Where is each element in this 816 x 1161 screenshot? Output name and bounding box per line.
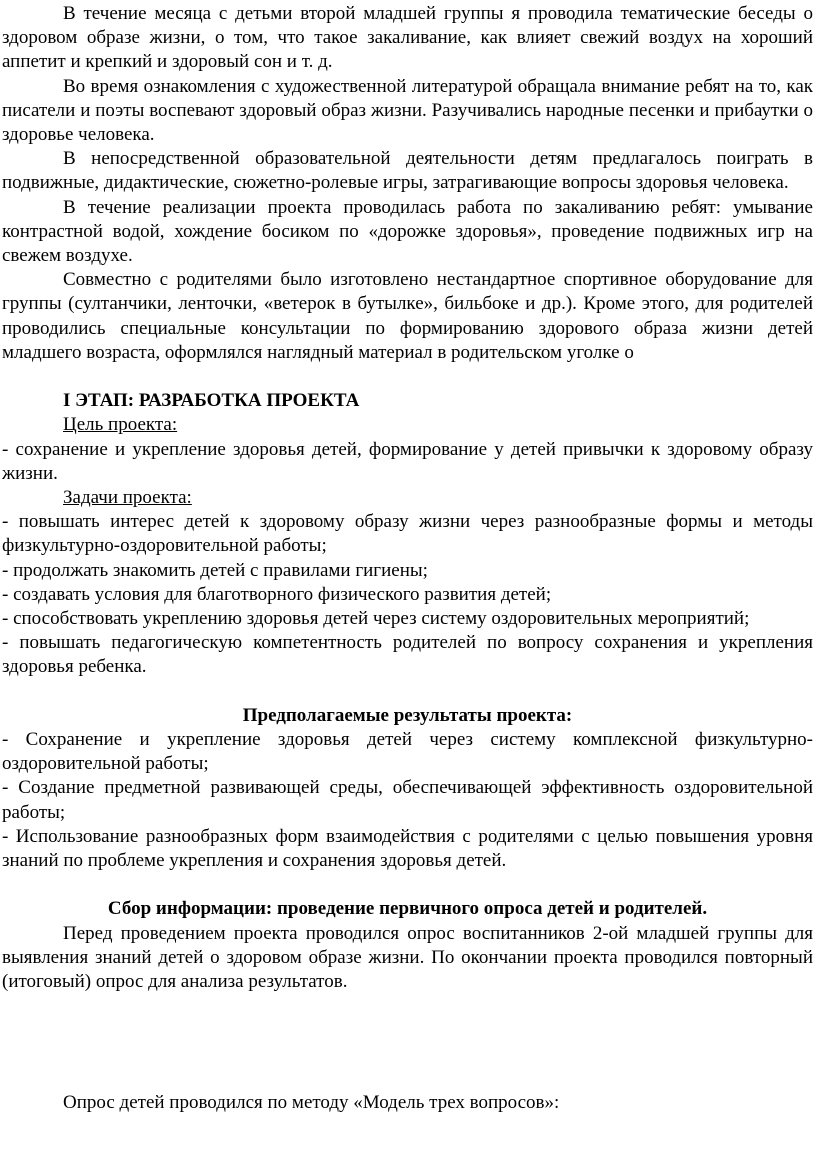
survey-title: Сбор информации: проведение первичного опроса детей и родителей. [107,898,708,920]
task-item-2: - продолжать знакомить детей с правилами гигиены; [2,559,428,581]
result-item-1: - Сохранение и укрепление здоровья детей через систему комплексной физкультурно-оздоровительной работы; [2,729,813,775]
result-item-2: - Создание предметной развивающей среды, обеспечивающей эффективность оздоровительной работы; [2,777,813,823]
task-item-4: - способствовать укреплению здоровья детей через систему оздоровительных мероприятий; [2,608,750,630]
intro-paragraph-4: В течение реализации проекта проводилась работа по закаливанию ребят: умывание контрастной водой, хождение босиком по «дорожке здоровья», проведение подвижных игр на свежем воздухе. [2,196,813,267]
spacer [2,994,813,1091]
task-item-1: - повышать интерес детей к здоровому образу жизни через разнообразные формы и методы физкультурно-оздоровительной работы; [2,511,813,557]
spacer [2,873,813,897]
task-item-3: - создавать условия для благотворного физического развития детей; [2,583,552,605]
result-item-3: - Использование разнообразных форм взаимодействия с родителями с целью повышения уровня знаний по проблеме укрепления и сохранения здоровья детей. [2,825,813,872]
intro-paragraph-3: В непосредственной образовательной деятельности детям предлагалось поиграть в подвижные, дидактические, сюжетно-ролевые игры, затрагивающие вопросы здоровья человека. [2,148,813,194]
intro-paragraph-2: Во время ознакомления с художественной литературой обращала внимание ребят на то, как писатели и поэты воспевают здоровый образ жизни. Разучивались народные песенки и прибаутки о здоровье человека. [2,75,813,146]
survey-method-line: Опрос детей проводился по методу «Модель трех вопросов»: [63,1092,560,1114]
intro-paragraph-1: В течение месяца с детьми второй младшей группы я проводила тематические беседы о здоровом образе жизни, о том, что такое закаливание, как влияет свежий воздух на хороший аппетит и крепкий и здоровый сон и т. д. [2,3,813,73]
document-page [2,2,813,1115]
survey-text: Перед проведением проекта проводился опрос воспитанников 2-ой младшей группы для выявления знаний детей о здоровом образе жизни. По окончании проекта проводился повторный (итоговый) опрос для анализа результатов. [2,922,813,993]
stage-title: I ЭТАП: РАЗРАБОТКА ПРОЕКТА [63,390,360,412]
tasks-label: Задачи проекта: [63,487,192,509]
results-title: Предполагаемые результаты проекта: [242,704,573,726]
spacer [2,365,813,389]
goal-text: - сохранение и укрепление здоровья детей, формирование у детей привычки к здоровому образу жизни. [2,438,813,484]
spacer [2,680,813,704]
task-item-5: - повышать педагогическую компетентность родителей по вопросу сохранения и укрепления здоровья ребенка. [2,632,813,678]
goal-label: Цель проекта: [63,414,178,436]
intro-paragraph-5: Совместно с родителями было изготовлено нестандартное спортивное оборудование для группы (султанчики, ленточки, «ветерок в бутылке», бильбоке и др.). Кроме этого, для родителей проводились специальные консультации по формированию здорового образа жизни детей младшего возраста, оформлялся наглядный материал в родительском уголке о [2,269,813,363]
